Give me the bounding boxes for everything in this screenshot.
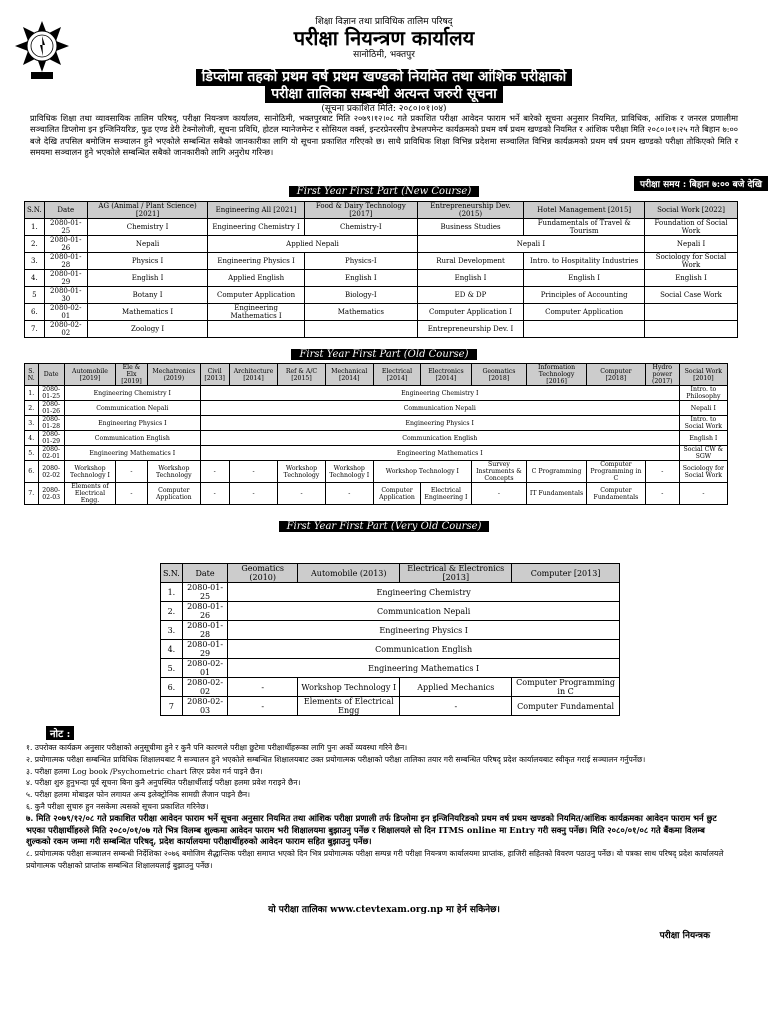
table-header-cell: Architecture [2014] [229, 364, 278, 386]
table-cell: Applied Nepali [208, 236, 418, 253]
table-cell: 4. [161, 640, 183, 659]
table-cell: - [228, 697, 298, 716]
table-row [25, 461, 728, 483]
list-item: २. प्रयोगात्मक परीक्षा सम्बन्धित प्राविधिक शिक्षालयबाट नै सञ्चालन हुने भएकोले सम्बन्धित शिक्षालयबाट उक्त प्रयोगात्मक परीक्षाको परीक्षा तालिका तयार गरी सम्बन्धित परिषद् प्रदेश कार्यालयबाट स्वीकृत गराई सञ्चालन गर्नुपर्नेछ। [26, 754, 646, 764]
table-cell: 2080-02-01 [182, 659, 228, 678]
website-note: यो परीक्षा तालिका www.ctevtexam.org.np मा हेर्न सकिनेछ। [268, 905, 500, 915]
table-cell: Survey Instruments & Concepts [471, 461, 526, 483]
table-header-cell: Mechanical [2014] [325, 364, 373, 386]
table-cell: Entrepreneurship Dev. I [417, 321, 523, 338]
table-header-cell: S.N. [25, 202, 45, 219]
table-header-cell: AG (Animal / Plant Science) [2021] [87, 202, 207, 219]
table-cell: C Programming [527, 461, 587, 483]
table-cell: 5 [25, 287, 45, 304]
table-cell: Computer Application [208, 287, 305, 304]
table-cell [208, 321, 305, 338]
table-cell: Engineering Physics I [64, 416, 200, 431]
table-cell: 2080-02-03 [182, 697, 228, 716]
table-cell: Computer Fundamental [512, 697, 620, 716]
table-header-cell: Ele & Elx [2019] [116, 364, 148, 386]
table-cell [304, 321, 417, 338]
table-header-cell: S.N. [161, 564, 183, 583]
table-cell: Physics-I [304, 253, 417, 270]
table-cell: Elements of Electrical Engg [298, 697, 400, 716]
table-cell: Electrical Engineering I [421, 483, 472, 505]
table-cell: 2080-01-26 [38, 401, 64, 416]
table-cell: Nepali I [417, 236, 644, 253]
table-cell: 2080-01-28 [182, 621, 228, 640]
table-cell: Workshop Technology [278, 461, 325, 483]
table-cell: Engineering Mathematics I [200, 446, 679, 461]
table-header-cell: Electronics [2014] [421, 364, 472, 386]
table-cell: 2080-02-01 [44, 304, 87, 321]
table-cell: Computer Programming in C [587, 461, 646, 483]
table-row [161, 602, 620, 621]
table-header-cell: Ref & A/C [2015] [278, 364, 325, 386]
table-row [25, 386, 728, 401]
table-cell: 2080-01-25 [44, 219, 87, 236]
table-cell: Mathematics I [87, 304, 207, 321]
notes-heading: नोट : [46, 726, 74, 740]
list-item: १. उपरोक्त कार्यक्रम अनुसार परीक्षाको अनुसूचीमा हुने र कुनै पनि कारणले परीक्षा छुटेमा परीक्षार्थीहरूका लागि पुनः अर्को व्यवस्था गरिने छैन। [26, 743, 408, 752]
table-cell: Fundamentals of Travel & Tourism [524, 219, 645, 236]
banner-line-2: परीक्षा तालिका सम्बन्धी अत्यन्त जरुरी सूचना [0, 83, 768, 103]
table-row [25, 270, 738, 287]
table-cell: 2080-02-02 [44, 321, 87, 338]
table-row [25, 287, 738, 304]
table-row [161, 697, 620, 716]
table-cell: Workshop Technology I [325, 461, 373, 483]
table-cell: - [679, 483, 727, 505]
table-cell: Computer Application [524, 304, 645, 321]
table-cell: 5. [161, 659, 183, 678]
table-cell: 2. [25, 236, 45, 253]
table-header-cell: Engineering All [2021] [208, 202, 305, 219]
table-cell: 3. [25, 253, 45, 270]
table-cell: 5. [25, 446, 39, 461]
table-row [25, 321, 738, 338]
table-cell: Engineering Physics I [228, 621, 620, 640]
table-cell [524, 321, 645, 338]
list-item: ३. परीक्षा हलमा Log book /Psychometric chart लिएर प्रवेश गर्न पाइने छैन। [26, 766, 263, 776]
table-cell: Biology-I [304, 287, 417, 304]
table-cell: Communication English [200, 431, 679, 446]
table-header-cell: Geomatics (2010) [228, 564, 298, 583]
table-cell: 7. [25, 483, 39, 505]
table-header-cell: Entrepreneurship Dev. (2015) [417, 202, 523, 219]
table-cell: Intro. to Philosophy [679, 386, 727, 401]
table-cell: 2. [161, 602, 183, 621]
table-cell: Zoology I [87, 321, 207, 338]
table-cell: English I [679, 431, 727, 446]
table-cell: 6. [25, 304, 45, 321]
very-old-course-table [160, 563, 620, 716]
organization-name: शिक्षा विज्ञान तथा प्राविधिक तालिम परिषद् [315, 17, 453, 27]
table-cell: 2080-02-01 [38, 446, 64, 461]
table-cell: 3. [161, 621, 183, 640]
table-cell: Computer Fundamentals [587, 483, 646, 505]
table-header-cell: Food & Dairy Technology [2017] [304, 202, 417, 219]
table-row [25, 431, 728, 446]
table-cell: 1. [161, 583, 183, 602]
office-place: सानोठिमी, भक्तपुर [353, 50, 415, 60]
table-cell: Social Case Work [645, 287, 738, 304]
table-cell: English I [524, 270, 645, 287]
exam-time-badge: परीक्षा समय : बिहान ७:०० बजे देखि [634, 176, 768, 191]
table-cell: Computer Programming in C [512, 678, 620, 697]
table-cell: Intro. to Social Work [679, 416, 727, 431]
table-header-cell: Automobile [2019] [64, 364, 115, 386]
table-cell: Workshop Technology I [373, 461, 471, 483]
new-course-table [24, 201, 738, 338]
table-cell: Physics I [87, 253, 207, 270]
table-cell: Communication English [64, 431, 200, 446]
office-title: परीक्षा नियन्त्रण कार्यालय [293, 26, 475, 50]
table-cell: 2080-01-29 [44, 270, 87, 287]
table-cell: 2080-01-25 [38, 386, 64, 401]
intro-paragraph: प्राविधिक शिक्षा तथा व्यावसायिक तालिम परिषद्, परीक्षा नियन्त्रण कार्यालय, सानोठिमी, भक्तपुरबाट मिति २०७९।१२।०८ गते प्रकाशित परीक्षा आवेदन फाराम भर्ने बारेको सूचना अनुसार नियमित, प्राविधिक, आंशिक र जनरल प्रणालीमा सञ्चालित डिप्लोमा इन इन्जिनियरिङ, फुड एण्ड डेरी टेक्नोलोजी, सूचना प्रविधि, होटल म्यानेजमेन्ट र सोसियल वर्क्स, इन्टरप्रेनरसीप डेभलपमेन्ट कार्यक्रमको प्रथम वर्ष प्रथम खण्डको नियमित र आंशिक परीक्षा मिति २०८०।०१।२५ गते बिहान ७:०० बजे देखि तपसिल बमोजिम सञ्चालन हुने भएकोले सम्बन्धित सबैको जानकारीका लागि यो सूचना प्रकाशित गरिएको छ। साथै प्राविधिक शिक्षा विभिन्न प्रदेशमा सञ्चालित विभिन्न कार्यक्रमको प्रथम वर्ष प्रथम खण्डको परीक्षा तोकिएको मिति र समयमा सञ्चालन हुने भएकोले सम्बन्धित सबैको जानकारीको लागि अनुरोध गरिन्छ। [30, 113, 738, 158]
table-cell: 2080-01-26 [182, 602, 228, 621]
table-cell: Communication Nepali [200, 401, 679, 416]
table-cell: Engineering Chemistry I [200, 386, 679, 401]
table-cell: Sociology for Social Work [679, 461, 727, 483]
table-cell: Workshop Technology [147, 461, 200, 483]
table-cell: Chemistry I [87, 219, 207, 236]
table-cell: Engineering Chemistry [228, 583, 620, 602]
table-row [161, 621, 620, 640]
table-cell: - [200, 483, 229, 505]
table-cell: Botany I [87, 287, 207, 304]
published-date: (सूचना प्रकाशित मिति: २०८०।०१।०४) [321, 104, 447, 114]
table-header-cell: Electrical & Electronics [2013] [400, 564, 512, 583]
table-cell: English I [417, 270, 523, 287]
table-cell: 7 [161, 697, 183, 716]
table-cell: Applied Mechanics [400, 678, 512, 697]
table-cell: - [229, 461, 278, 483]
table-cell: 4. [25, 431, 39, 446]
table-cell: Nepali I [679, 401, 727, 416]
table-cell: - [116, 461, 148, 483]
list-item: ५. परीक्षा हलमा मोबाइल फोन लगायत अन्य इलेक्ट्रोनिक सामग्री लैजान पाइने छैन। [26, 790, 251, 800]
table-cell: Engineering Mathematics I [64, 446, 200, 461]
table3-title: First Year First Part (Very Old Course) [0, 521, 768, 532]
table-row [25, 236, 738, 253]
table-cell: 2080-01-29 [182, 640, 228, 659]
table-row [25, 253, 738, 270]
table-header-cell: Date [182, 564, 228, 583]
table-cell: Engineering Physics I [208, 253, 305, 270]
table-header-cell: Civil [2013] [200, 364, 229, 386]
table2-title: First Year First Part (Old Course) [0, 349, 768, 360]
table-cell: 1. [25, 219, 45, 236]
table-cell: English I [304, 270, 417, 287]
old-course-table [24, 363, 728, 505]
table-row [25, 401, 728, 416]
table-cell: 1. [25, 386, 39, 401]
table-cell: 2080-01-28 [44, 253, 87, 270]
table-row [25, 219, 738, 236]
table-cell: 2080-02-02 [38, 461, 64, 483]
table-cell: Intro. to Hospitality Industries [524, 253, 645, 270]
table-cell: English I [645, 270, 738, 287]
table-cell: - [229, 483, 278, 505]
table-row [25, 446, 728, 461]
list-item: ६. कुनै परीक्षा सुचारु हुन नसकेमा त्यसको सूचना प्रकाशित गरिनेछ। [26, 801, 209, 811]
table-cell: Elements of Electrical Engg. [64, 483, 115, 505]
table-header-cell: Social Work [2010] [679, 364, 727, 386]
table-header-cell: Electrical [2014] [373, 364, 420, 386]
table-cell: Applied English [208, 270, 305, 287]
table1-title: First Year First Part (New Course) [0, 186, 768, 197]
table-cell: Engineering Chemistry I [208, 219, 305, 236]
table-header-cell: Computer [2018] [587, 364, 646, 386]
table-cell: 2080-01-30 [44, 287, 87, 304]
signature: परीक्षा नियन्त्रक [659, 931, 710, 941]
table-header-cell: Automobile (2013) [298, 564, 400, 583]
table-cell: Engineering Chemistry I [64, 386, 200, 401]
table-cell: 4. [25, 270, 45, 287]
list-item: ८. प्रयोगात्मक परीक्षा सञ्चालन सम्बन्धी निर्देशिका २०७६ बमोजिम सैद्धान्तिक परीक्षा समाप्त भएको दिन भित्र प्रयोगात्मक परीक्षा सम्पन्न गरी परीक्षा नियन्त्रण कार्यालयमा प्राप्तांक, हाजिरी सहितको विवरण पठाउनु पर्नेछ। यो पत्रका साथ परिषद् प्रदेश कार्यालयले प्रयोगात्मक परीक्षाको प्राप्तांक सम्बन्धित शिक्षालयलाई बुझाउनु पर्नेछ। [26, 849, 724, 870]
table-cell: Nepali I [645, 236, 738, 253]
table-row [25, 304, 738, 321]
table-cell: Computer Application I [417, 304, 523, 321]
table-cell: 2. [25, 401, 39, 416]
table-cell: Foundation of Social Work [645, 219, 738, 236]
table-cell: 6. [25, 461, 39, 483]
table-cell: - [200, 461, 229, 483]
table-header-cell: Date [44, 202, 87, 219]
table-header-cell: Information Technology [2016] [527, 364, 587, 386]
table-header-cell: Hotel Management [2015] [524, 202, 645, 219]
table-header-cell: Geomatics [2018] [471, 364, 526, 386]
table-header-cell: S. N. [25, 364, 39, 386]
table-row [161, 659, 620, 678]
table-cell: - [116, 483, 148, 505]
table-row [161, 583, 620, 602]
table-cell: IT Fundamentals [527, 483, 587, 505]
table-cell: Engineering Mathematics I [228, 659, 620, 678]
table-cell: Social CW & SGW [679, 446, 727, 461]
table-cell: - [278, 483, 325, 505]
table-row [25, 483, 728, 505]
table-cell: - [645, 483, 679, 505]
table-cell: Nepali [87, 236, 207, 253]
table-cell: Engineering Physics I [200, 416, 679, 431]
table-cell: Chemistry-I [304, 219, 417, 236]
list-item: ७. मिति २०७९/१२/०८ गते प्रकाशित परीक्षा आवेदन फाराम भर्ने सूचना अनुसार नियमित तथा आंशिक परीक्षा प्रणाली तर्फ डिप्लोमा इन इन्जिनियरिङको प्रथम वर्ष प्रथम खण्डको नियमित/आंशिक कार्यक्रमका आवेदन फाराम भर्न छुट भएका परीक्षार्थीहरुले मिति २०८०/०१/०७ गते भित्र विलम्ब शुल्कमा आवेदन फाराम भरी शिक्षालयमा बुझाउनु पर्नेछ र शिक्षालयले सो दिन ITMS online मा Entry गरी सक्नु पर्नेछ। मिति २०८०/०१/०८ गते बैंकमा विलम्ब शुल्कको रकम जम्मा गरी सम्बन्धित परिषद्, प्रदेश कार्यालयमा परीक्षार्थीहरुको आवेदन फाराम सहित बुझाउनु पर्नेछ। [26, 812, 717, 847]
table-header-cell: Computer [2013] [512, 564, 620, 583]
table-cell: - [400, 697, 512, 716]
table-row [161, 678, 620, 697]
list-item: ४. परीक्षा शुरु हुनुभन्दा पूर्व सूचना बिना कुनै अनुपस्थित परीक्षार्थीलाई परीक्षा हलमा प्रवेश गराइने छैन। [26, 778, 301, 788]
table-cell: - [645, 461, 679, 483]
table-row [161, 640, 620, 659]
table-cell: Computer Application [147, 483, 200, 505]
table-header-cell: Hydro power (2017) [645, 364, 679, 386]
table-cell: ED & DP [417, 287, 523, 304]
banner-line-1: डिप्लोमा तहको प्रथम वर्ष प्रथम खण्डको नियमित तथा आंशिक परीक्षाको [0, 66, 768, 86]
table-cell: - [325, 483, 373, 505]
table-cell: 6. [161, 678, 183, 697]
table-header-cell: Date [38, 364, 64, 386]
table-cell: Workshop Technology I [298, 678, 400, 697]
table-cell: - [228, 678, 298, 697]
table-cell: 2080-01-28 [38, 416, 64, 431]
table-cell: Business Studies [417, 219, 523, 236]
table-cell: - [471, 483, 526, 505]
table-cell: English I [87, 270, 207, 287]
table-cell: 2080-01-29 [38, 431, 64, 446]
table-cell: Communication English [228, 640, 620, 659]
table-cell [645, 304, 738, 321]
table-cell: Communication Nepali [228, 602, 620, 621]
table-cell [645, 321, 738, 338]
table-header-cell: Mechatronics (2019) [147, 364, 200, 386]
table-cell: 7. [25, 321, 45, 338]
table-cell: Communication Nepali [64, 401, 200, 416]
table-cell: 2080-02-02 [182, 678, 228, 697]
table-cell: Mathematics [304, 304, 417, 321]
table-cell: Sociology for Social Work [645, 253, 738, 270]
table-cell: Rural Development [417, 253, 523, 270]
notes-list [26, 742, 726, 872]
table-cell: 2080-02-03 [38, 483, 64, 505]
table-cell: Engineering Mathematics I [208, 304, 305, 321]
table-cell: Workshop Technology I [64, 461, 115, 483]
table-row [25, 416, 728, 431]
table-cell: Computer Application [373, 483, 420, 505]
table-cell: 2080-01-25 [182, 583, 228, 602]
table-cell: Principles of Accounting [524, 287, 645, 304]
table-cell: 2080-01-26 [44, 236, 87, 253]
table-header-cell: Social Work [2022] [645, 202, 738, 219]
table-cell: 3. [25, 416, 39, 431]
